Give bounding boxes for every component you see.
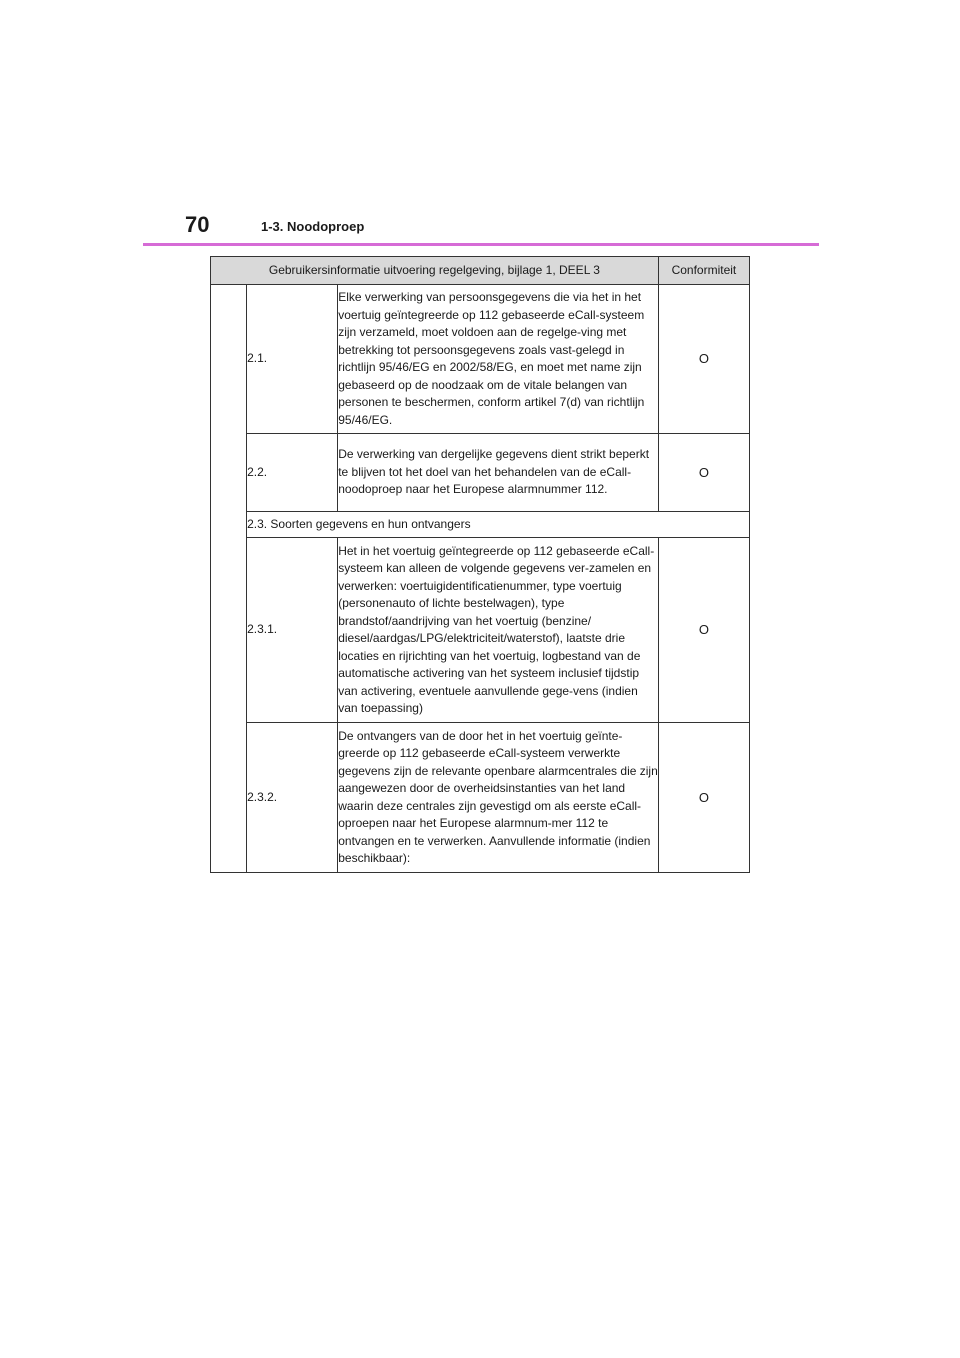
row-conformity: O xyxy=(658,538,749,723)
table-row xyxy=(211,285,750,434)
row-text: De ontvangers van de door het in het voertuig geïnte-greerde op 112 gebaseerde eCall-systeem verwerkte gegevens zijn de relevante openbare alarmcentrales die zijn aangewezen door de overheidsinstanties van het land waarin deze centrales zijn gevestigd om als eerste eCall-oproepen naar het Europese alarmnum-mer 112 te ontvangen en te verwerken. Aanvullende informatie (indien beschikbaar): xyxy=(338,723,659,873)
row-text: Elke verwerking van persoonsgegevens die via het in het voertuig geïntegreerde op 112 gebaseerde eCall-systeem zijn verzameld, moet voldoen aan de regelge-ving met betrekking tot persoonsgegevens zoals vast-gelegd in richtlijn 95/46/EG en 2002/58/EG, en moet met name zijn gebaseerd op de noodzaak om de vitale belangen van personen te beschermen, conform artikel 7(d) van richtlijn 95/46/EG. xyxy=(338,285,659,434)
row-conformity: O xyxy=(658,285,749,434)
row-number: 2.3.2. xyxy=(247,723,338,873)
row-conformity: O xyxy=(658,434,749,512)
blank-indent-cell xyxy=(211,285,247,873)
row-text: Het in het voertuig geïntegreerde op 112 gebaseerde eCall-systeem kan alleen de volgende gegevens ver-zamelen en verwerken: voertuigidentificatienummer, type voertuig (personenauto of lichte bestelwagen), type brandstof/aandrijving van het voertuig (benzine/ diesel/aardgas/LPG/elektriciteit/waterstof), laatste drie locaties en rijrichting van het voertuig, logbestand van de automatische activering van het systeem inclusief tijdstip van activering, eventuele aanvullende gege-vens (indien van toepassing) xyxy=(338,538,659,723)
table-row xyxy=(211,723,750,873)
row-number: 2.3.1. xyxy=(247,538,338,723)
table-row xyxy=(211,434,750,512)
header-rule xyxy=(143,243,819,246)
header-conformity: Conformiteit xyxy=(658,257,749,285)
row-number: 2.1. xyxy=(247,285,338,434)
row-text: De verwerking van dergelijke gegevens dient strikt beperkt te blijven tot het doel van het behandelen van de eCall-noodoproep naar het Europese alarmnummer 112. xyxy=(338,434,659,512)
header-title: Gebruikersinformatie uitvoering regelgeving, bijlage 1, DEEL 3 xyxy=(211,257,659,285)
section-title: 1-3. Noodoproep xyxy=(261,219,365,234)
table-header-row xyxy=(211,257,750,285)
table-subheading-row xyxy=(211,512,750,538)
page-number: 70 xyxy=(185,212,210,237)
row-number: 2.2. xyxy=(247,434,338,512)
table-row xyxy=(211,538,750,723)
row-conformity: O xyxy=(658,723,749,873)
row-subheading: 2.3. Soorten gegevens en hun ontvangers xyxy=(247,512,750,538)
regulation-table xyxy=(210,256,750,873)
